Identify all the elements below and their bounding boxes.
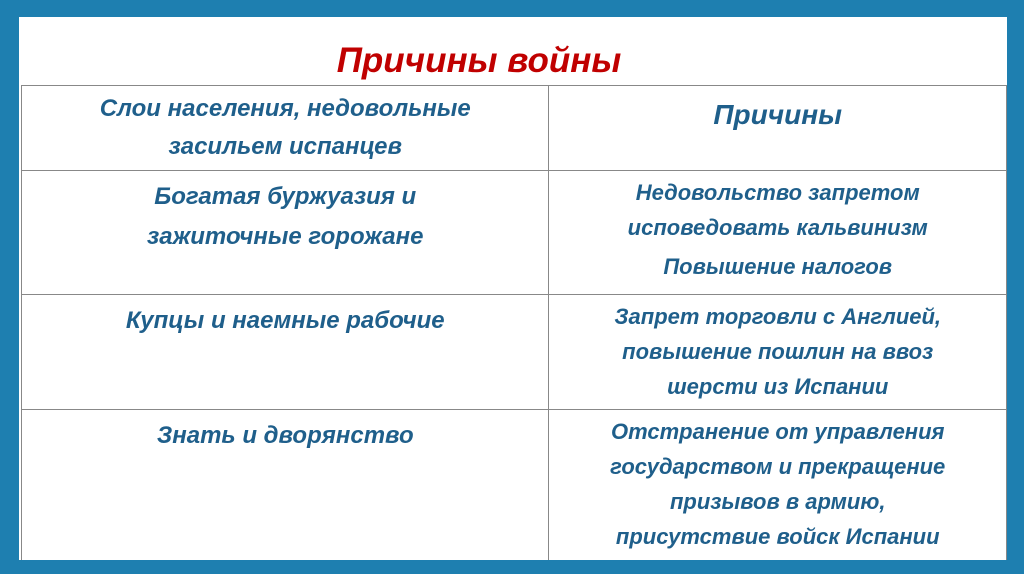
table-row	[22, 171, 1007, 295]
reason-line: Запрет торговли с Англией,	[614, 304, 942, 329]
reason-line: шерсти из Испании	[667, 374, 889, 399]
table-header-row	[22, 86, 1007, 171]
header-reasons: Причины	[549, 86, 1007, 171]
group-line: Купцы и наемные рабочие	[125, 307, 445, 334]
header-population-groups	[22, 86, 549, 171]
reason-cell	[549, 171, 1007, 295]
reason-cell	[549, 410, 1007, 561]
reason-line: присутствие войск Испании	[615, 524, 940, 549]
table-row	[22, 410, 1007, 561]
reason-line: Недовольство запретом	[635, 180, 920, 205]
group-line: Знать и дворянство	[156, 422, 414, 449]
slide-title: Причины войны	[336, 41, 622, 80]
group-line: зажиточные горожане	[147, 223, 424, 250]
reason-line: призывов в армию,	[669, 489, 886, 514]
group-line: Богатая буржуазия и	[154, 183, 417, 210]
reason-line: Отстранение от управления	[610, 419, 945, 444]
bottom-frame-edge	[19, 560, 1007, 574]
reason-line: повышение пошлин на ввоз	[622, 339, 934, 364]
reason-cell	[549, 295, 1007, 410]
header-left-line: засильем испанцев	[168, 133, 402, 160]
reason-line: Повышение налогов	[663, 254, 893, 279]
slide	[19, 17, 1007, 560]
table-row	[22, 295, 1007, 410]
group-cell	[22, 171, 549, 295]
group-cell	[22, 295, 549, 410]
group-cell	[22, 410, 549, 561]
header-left-line: Слои населения, недовольные	[99, 95, 471, 122]
reason-line: исповедовать кальвинизм	[627, 215, 928, 240]
causes-table	[21, 85, 1007, 560]
reason-line: государством и прекращение	[610, 454, 946, 479]
